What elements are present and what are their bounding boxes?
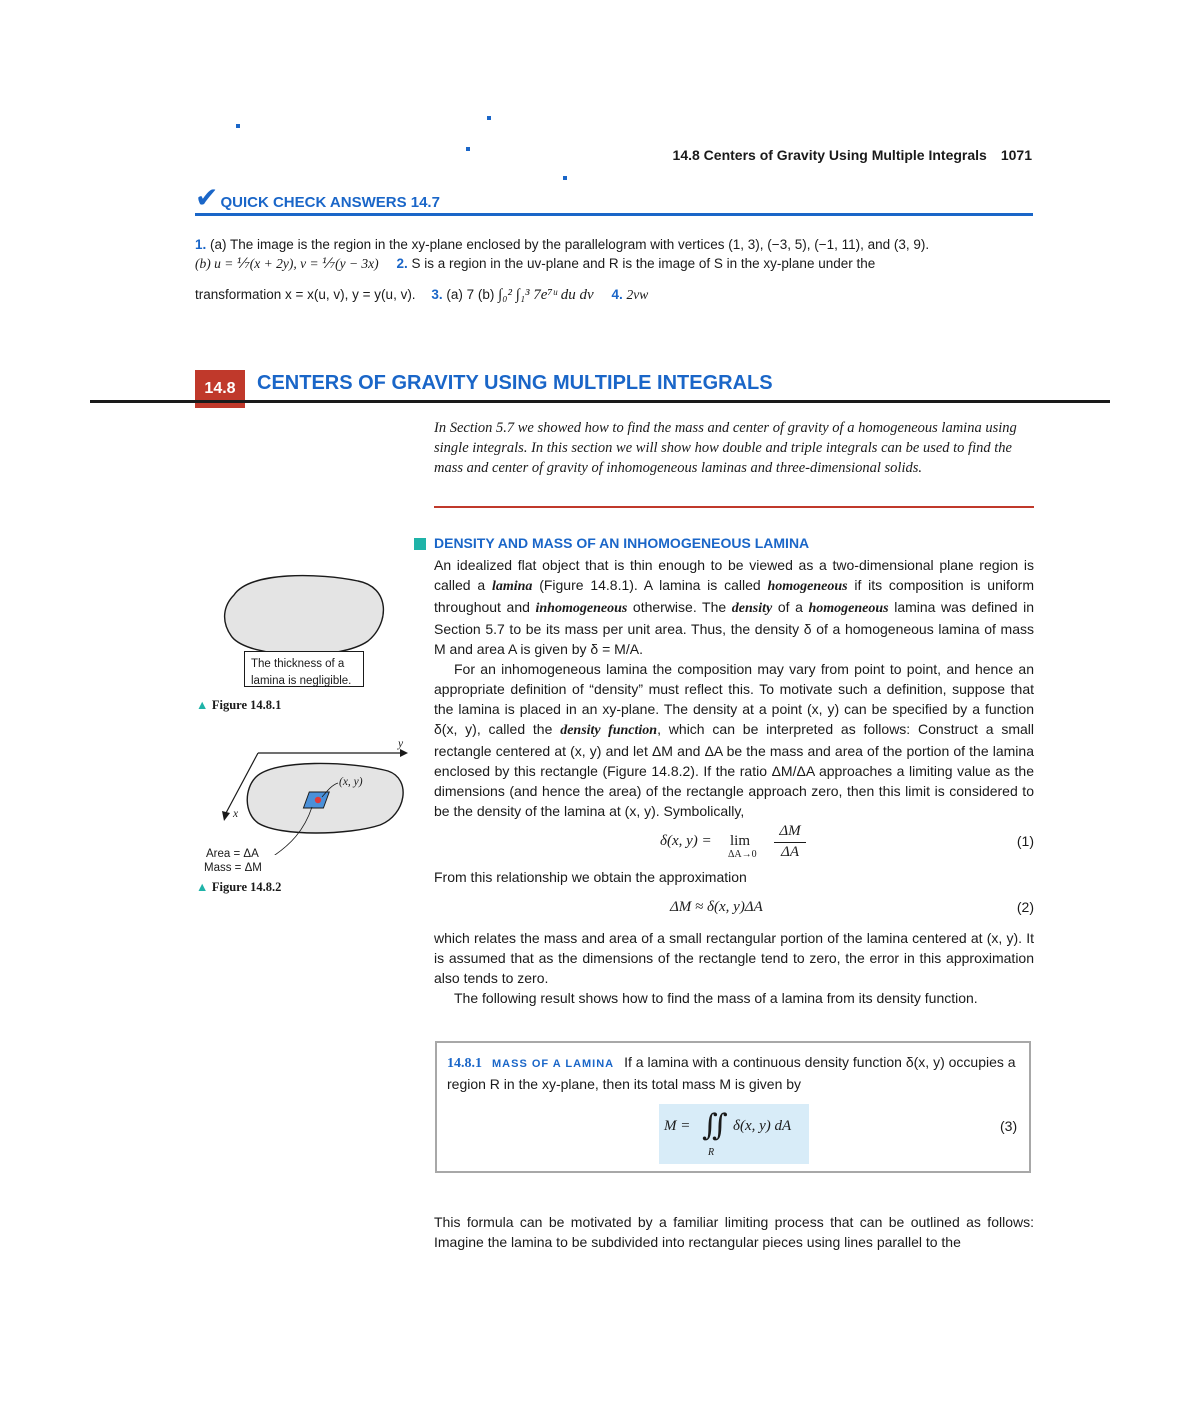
figure-1-caption: ▲ Figure 14.8.1 — [196, 698, 282, 712]
figure-2-axis-y-label: y — [398, 738, 404, 750]
figure-2-caption: ▲ Figure 14.8.2 — [196, 880, 282, 894]
theorem-statement: If a lamina with a continuous density function δ(x, y) occupies a region R in the xy-plane, then its total mass M is given by — [447, 1054, 1016, 1092]
intro-rule — [434, 506, 1034, 508]
running-head-title: 14.8 Centers of Gravity Using Multiple Integrals — [672, 147, 987, 163]
figure-1-label-box — [244, 651, 364, 687]
figure-1-lamina — [220, 565, 390, 665]
theorem-text — [447, 1052, 1027, 1094]
page-number: 1071 — [1000, 147, 1032, 163]
answer-1-text: (a) The image is the region in the xy-plane enclosed by the parallelogram with vertices (1, 3), (−3, 5), (−1, 11), and (3, 9). — [210, 237, 930, 252]
subheading: DENSITY AND MASS OF AN INHOMOGENEOUS LAMINA — [434, 535, 810, 551]
eq2-tag: (2) — [1016, 899, 1034, 915]
running-head — [620, 147, 1032, 163]
section-rule — [90, 400, 1110, 403]
answer-3-integral: ∫₀² ∫₁³ 7e⁷ᵘ du dv — [498, 287, 594, 303]
section-intro: In Section 5.7 we showed how to find the mass and center of gravity of a homogeneous lamina using single integrals. In this section we will show how double and triple integrals can be used to find the mass and center of gravity of inhomogeneous laminas and three-dimensional solids. — [434, 420, 1017, 476]
eq1-numerator: ΔM — [779, 823, 801, 839]
eq1-tag: (1) — [1016, 833, 1034, 849]
eq1-denominator: ΔA — [781, 844, 799, 860]
decor-dot — [563, 176, 567, 180]
eq1-fraction-bar — [774, 842, 806, 843]
answer-2-number: 2. — [396, 256, 408, 271]
section-number-badge: 14.8 — [195, 370, 245, 408]
theorem-number: 14.8.1 — [447, 1056, 482, 1071]
answer-line-1 — [195, 236, 1035, 254]
figure-1-label: The thickness of a lamina is negligible. — [251, 658, 352, 687]
eq1-lim-sub: ΔA→0 — [728, 849, 757, 860]
answer-4-text: 2vw — [626, 287, 649, 302]
answer-3-text: (a) 7 (b) — [446, 287, 495, 302]
paragraph-2: For an inhomogeneous lamina the composition may vary from point to point, and hence an appropriate definition of “density” must reflect this. To motivate such a definition, suppose that the lamina is placed in an xy-plane. The density at a point (x, y) can be specified by a function δ(x, y), called the density function, which can be interpreted as follows: Construct a small rectangle centered at (x, y) and let ΔM and ΔA be the mass and area of the portion of the lamina enclosed by this rectangle (Figure 14.8.2). If the ratio ΔM/ΔA approaches a limiting value as the dimensions (and hence the area) of the rectangle approach zero, then this limit is considered to be the density of the lamina at (x, y). Symbolically, — [434, 661, 1034, 819]
decor-dot — [487, 116, 491, 120]
equation-2 — [434, 899, 1034, 919]
paragraph-3: which relates the mass and area of a small rectangular portion of the lamina centered at (x, y). It is assumed that as the dimensions of the rectangle tend to zero, the error in this approximation also tends to zero. — [434, 930, 1034, 986]
figure-2-axis-x-label: x — [233, 808, 239, 820]
approx-text: From this relationship we obtain the approximation — [434, 869, 747, 885]
body-text-top — [434, 555, 1034, 821]
answer-line-3 — [195, 286, 1035, 304]
decor-dot — [236, 124, 240, 128]
answer-4-number: 4. — [611, 287, 623, 302]
figure-2-mass-label: Mass = ΔM — [204, 862, 262, 874]
caption-triangle-icon: ▲ — [196, 880, 209, 894]
quick-check-heading — [195, 182, 440, 213]
eq1-lim: lim — [730, 833, 751, 849]
quick-check-title: QUICK CHECK ANSWERS 14.7 — [220, 194, 440, 211]
answer-2-text: S is a region in the uv-plane and R is the image of S in the xy-plane under the — [411, 256, 876, 271]
answer-1b-text: (b) u = ⅐(x + 2y), v = ⅐(y − 3x) — [195, 256, 379, 271]
section-title: CENTERS OF GRAVITY USING MULTIPLE INTEGRALS — [257, 372, 773, 394]
theorem-eq-rhs: δ(x, y) dA — [733, 1118, 792, 1134]
theorem-eq-lhs: M = — [664, 1118, 691, 1134]
answer-line-2 — [195, 255, 1035, 273]
answer-1-number: 1. — [195, 237, 207, 252]
answer-3-number: 3. — [431, 287, 443, 302]
paragraph-4: The following result shows how to find the mass of a lamina from its density function. — [454, 990, 978, 1006]
paragraph-1: An idealized flat object that is thin enough to be viewed as a two-dimensional plane region is called a lamina (Figure 14.8.1). A lamina is called homogeneous if its composition is uniform throughout and inhomogeneous otherwise. The density of a homogeneous lamina was defined in Section 5.7 to be its mass per unit area. Thus, the density δ of a homogeneous lamina of mass M and area A is given by δ = M/A. — [434, 557, 1034, 657]
decor-dot — [466, 147, 470, 151]
eq2-expression: ΔM ≈ δ(x, y)ΔA — [670, 899, 763, 915]
theorem-eq-region: R — [708, 1147, 715, 1158]
checkmark-icon: ✔ — [195, 182, 219, 213]
theorem-name: MASS OF A LAMINA — [492, 1058, 615, 1070]
eq1-lhs: δ(x, y) = — [660, 833, 712, 849]
quick-check-rule — [195, 213, 1033, 216]
caption-triangle-icon: ▲ — [196, 698, 209, 712]
theorem-eq-integral: ∬ — [702, 1108, 728, 1143]
theorem-eq-tag: (3) — [1000, 1118, 1018, 1134]
answer-2-cont: transformation x = x(u, v), y = y(u, v). — [195, 287, 416, 302]
subheading-square-icon — [414, 538, 426, 550]
figure-2-point-label: (x, y) — [339, 776, 363, 788]
figure-2-diagram — [200, 735, 415, 855]
body-text-middle — [434, 928, 1034, 1008]
paragraph-5: This formula can be motivated by a familiar limiting process that can be outlined as follows: Imagine the lamina to be subdivided into rectangular pieces using lines parallel to the — [434, 1214, 1034, 1250]
figure-2-area-label: Area = ΔA — [206, 848, 259, 860]
equation-1 — [434, 823, 1034, 863]
